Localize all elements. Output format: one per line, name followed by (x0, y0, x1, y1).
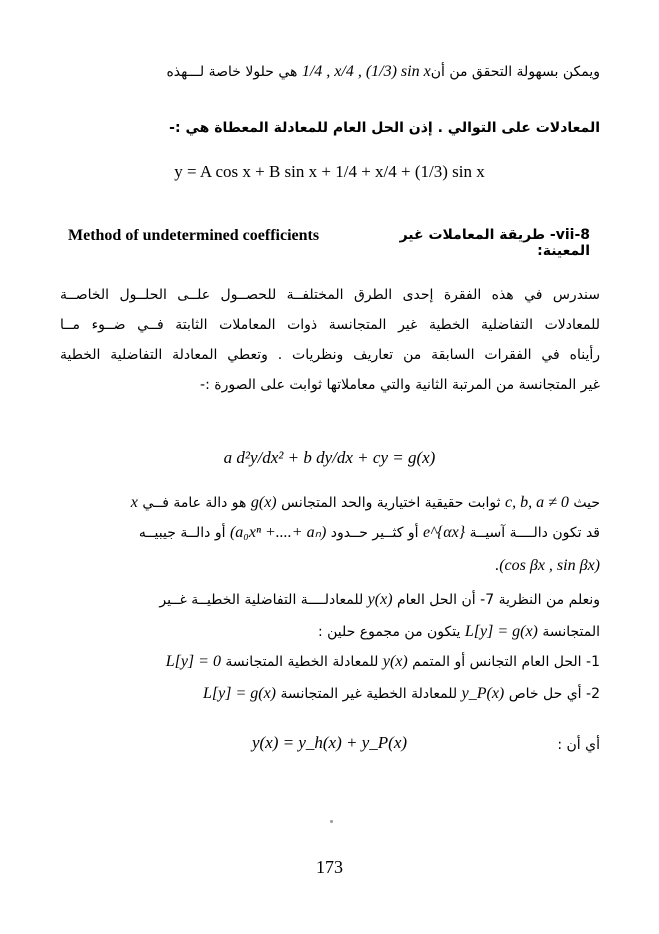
general-solution-equation: y = A cos x + B sin x + 1/4 + x/4 + (1/3) sin x (174, 162, 485, 181)
text-segment: أي أن : (557, 737, 600, 753)
text-segment: يتكون من مجموع حلين : (317, 624, 461, 640)
text-segment: ثوابت حقيقية اختيارية والحد المتجانس (281, 495, 501, 511)
math-inline: .(cos βx , sin βx) (495, 557, 600, 574)
top-line-1 (60, 62, 600, 82)
text-segment: حيث (573, 495, 600, 511)
text-segment: ويمكن بسهولة التحقق من أن (430, 64, 600, 80)
conclusion-equation: y(x) = y_h(x) + y_P(x) (251, 733, 408, 752)
conditions-line-3 (60, 556, 600, 576)
text-segment: هو دالة عامة فــي (142, 495, 247, 511)
section-heading-arabic: 8-vii- طريقة المعاملات غير المعينة: (399, 227, 590, 259)
text-segment: للمعادلة الخطية المتجانسة (225, 654, 379, 670)
math-inline: y(x) (367, 591, 393, 608)
text-segment: أو دالــة جيبيــه (138, 525, 226, 541)
text-segment: أو كثــير حــدود (330, 525, 419, 541)
math-inline: y_P(x) (461, 685, 505, 702)
page-number: 173 (316, 857, 343, 877)
text-segment: المتجانسة (542, 624, 600, 640)
text-segment: 2- أي حل خاص (508, 686, 600, 702)
conditions-line-2 (60, 523, 600, 543)
math-inline: c, b, a ≠ 0 (505, 494, 569, 511)
text-segment: للمعادلة الخطية غير المتجانسة (280, 686, 458, 702)
math-inline: y(x) (382, 653, 408, 670)
theorem-item-1 (60, 652, 600, 672)
intro-line-2: للمعادلات التفاضلية الخطية غير المتجانسة ذوات المعاملات الثابتة فــي ضــوء مــا (60, 317, 600, 333)
section-heading-english: Method of undetermined coefficients (68, 227, 320, 244)
text-segment: هي حلولا خاصة لـــهذه (166, 64, 298, 80)
text-segment: قد تكون دالــــة آسيــة (469, 525, 600, 541)
math-inline: L[y] = g(x) (202, 685, 276, 702)
intro-line-1: سندرس في هذه الفقرة إحدى الطرق المختلفــة للحصــول علــى الحلــول الخاصــة (60, 287, 600, 303)
top-line-2: المعادلات على التوالي . إذن الحل العام للمعادلة المعطاة هي :- (169, 120, 600, 136)
math-inline: L[y] = g(x) (464, 623, 538, 640)
particular-solutions: 1/4 , x/4 , (1/3) sin x (301, 63, 431, 80)
math-inline: x (130, 494, 138, 511)
ode-equation: a d²y/dx² + b dy/dx + cy = g(x) (223, 448, 436, 467)
scan-speck (330, 820, 333, 823)
math-inline: (a₀xⁿ +....+ aₙ) (229, 524, 327, 541)
theorem-line-2 (60, 622, 600, 642)
intro-line-3: رأيناه في الفقرات السابقة من تعاريف ونظريات . وتعطي المعادلة التفاضلية الخطية (60, 347, 600, 363)
math-inline: L[y] = 0 (165, 653, 221, 670)
text-segment: ونعلم من النظرية 7- أن الحل العام (396, 592, 600, 608)
math-inline: e^{αx} (423, 524, 466, 541)
text-segment: 1- الحل العام التجانس أو المتمم (412, 654, 600, 670)
theorem-item-2 (60, 684, 600, 704)
conditions-line-1 (60, 493, 600, 513)
theorem-line-1 (60, 590, 600, 610)
text-segment: للمعادلــــة التفاضلية الخطيــة غــير (159, 592, 364, 608)
math-inline: g(x) (250, 494, 277, 511)
intro-line-4: غير المتجانسة من المرتبة الثانية والتي معاملاتها ثوابت على الصورة :- (200, 377, 600, 393)
